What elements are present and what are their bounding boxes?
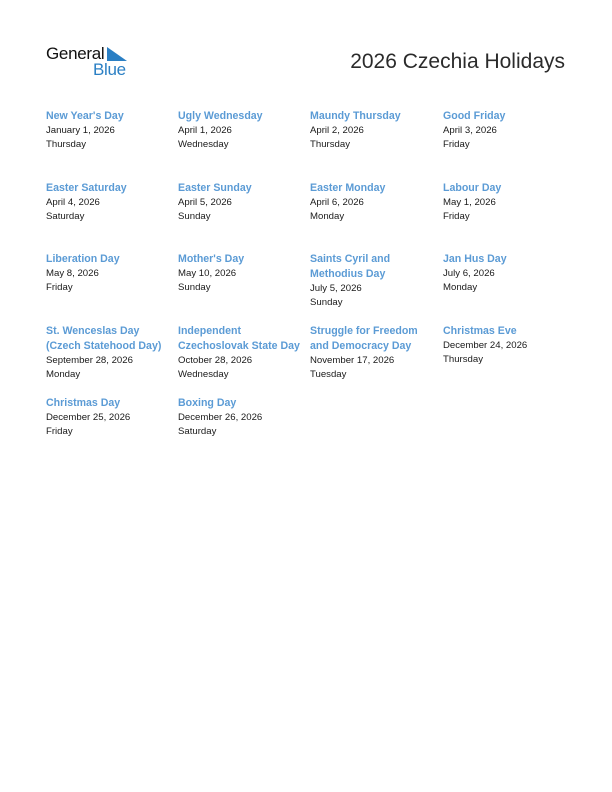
holiday-weekday: Monday xyxy=(310,211,345,222)
holiday-date: April 6, 2026 xyxy=(310,197,364,208)
holiday-date: April 2, 2026 xyxy=(310,125,364,136)
holiday-date: May 8, 2026 xyxy=(46,268,99,279)
holiday-card xyxy=(46,252,174,295)
holiday-card xyxy=(310,252,438,310)
holiday-card xyxy=(443,252,571,295)
holiday-name: Mother's Day xyxy=(178,253,245,265)
holiday-card xyxy=(178,324,306,382)
holiday-weekday: Friday xyxy=(46,282,73,293)
holiday-card xyxy=(310,181,438,224)
holiday-date: September 28, 2026 xyxy=(46,355,133,366)
holiday-name: Easter Monday xyxy=(310,182,386,194)
holiday-card xyxy=(178,396,306,439)
holiday-name: Easter Saturday xyxy=(46,182,127,194)
holiday-name: Saints Cyril and Methodius Day xyxy=(310,253,391,280)
holiday-name: Boxing Day xyxy=(178,397,237,409)
page-title: 2026 Czechia Holidays xyxy=(350,50,565,73)
holiday-card xyxy=(443,109,571,152)
holiday-name: New Year's Day xyxy=(46,110,124,122)
brand-blue-text: Blue xyxy=(93,60,126,79)
holiday-weekday: Saturday xyxy=(46,211,85,222)
holiday-date: May 1, 2026 xyxy=(443,197,496,208)
holiday-card xyxy=(46,181,174,224)
holiday-date: May 10, 2026 xyxy=(178,268,237,279)
holiday-weekday: Wednesday xyxy=(178,139,229,150)
holiday-weekday: Thursday xyxy=(443,354,483,365)
holiday-weekday: Friday xyxy=(46,426,73,437)
holiday-weekday: Thursday xyxy=(310,139,350,150)
holiday-date: July 6, 2026 xyxy=(443,268,495,279)
holiday-date: December 24, 2026 xyxy=(443,340,528,351)
holiday-card xyxy=(178,109,306,152)
holiday-name: Independent Czechoslovak State Day xyxy=(178,325,300,352)
holiday-name: Labour Day xyxy=(443,182,502,194)
holiday-card xyxy=(46,324,174,382)
holiday-date: July 5, 2026 xyxy=(310,283,362,294)
holiday-weekday: Monday xyxy=(46,369,81,380)
holiday-date: October 28, 2026 xyxy=(178,355,253,366)
holiday-card xyxy=(310,324,438,382)
holiday-card xyxy=(46,109,174,152)
holiday-date: April 3, 2026 xyxy=(443,125,497,136)
holiday-date: January 1, 2026 xyxy=(46,125,115,136)
holiday-date: November 17, 2026 xyxy=(310,355,395,366)
holiday-card xyxy=(178,181,306,224)
holiday-weekday: Friday xyxy=(443,139,470,150)
holiday-weekday: Wednesday xyxy=(178,369,229,380)
brand-logo xyxy=(46,44,136,80)
holiday-date: April 1, 2026 xyxy=(178,125,232,136)
holiday-card xyxy=(46,396,174,439)
holiday-name: Maundy Thursday xyxy=(310,110,401,122)
holiday-weekday: Sunday xyxy=(310,297,343,308)
holiday-name: Struggle for Freedom and Democracy Day xyxy=(310,325,418,352)
holiday-weekday: Monday xyxy=(443,282,478,293)
holiday-name: Ugly Wednesday xyxy=(178,110,263,122)
holiday-weekday: Sunday xyxy=(178,211,211,222)
holiday-name: Christmas Eve xyxy=(443,325,517,337)
holiday-card xyxy=(443,324,571,367)
holiday-name: Jan Hus Day xyxy=(443,253,507,265)
holiday-weekday: Friday xyxy=(443,211,470,222)
holiday-date: December 26, 2026 xyxy=(178,412,263,423)
holiday-name: Christmas Day xyxy=(46,397,121,409)
holiday-name: St. Wenceslas Day (Czech Statehood Day) xyxy=(46,325,162,352)
holiday-date: April 4, 2026 xyxy=(46,197,100,208)
holiday-card xyxy=(443,181,571,224)
holiday-weekday: Thursday xyxy=(46,139,86,150)
holiday-weekday: Sunday xyxy=(178,282,211,293)
holiday-date: December 25, 2026 xyxy=(46,412,131,423)
brand-general-text: General xyxy=(46,44,105,63)
holiday-name: Easter Sunday xyxy=(178,182,252,194)
holiday-card xyxy=(178,252,306,295)
holiday-name: Good Friday xyxy=(443,110,506,122)
holiday-name: Liberation Day xyxy=(46,253,120,265)
holiday-weekday: Saturday xyxy=(178,426,217,437)
holiday-weekday: Tuesday xyxy=(310,369,347,380)
holiday-date: April 5, 2026 xyxy=(178,197,232,208)
holiday-card xyxy=(310,109,438,152)
brand-flag-icon xyxy=(107,47,127,61)
